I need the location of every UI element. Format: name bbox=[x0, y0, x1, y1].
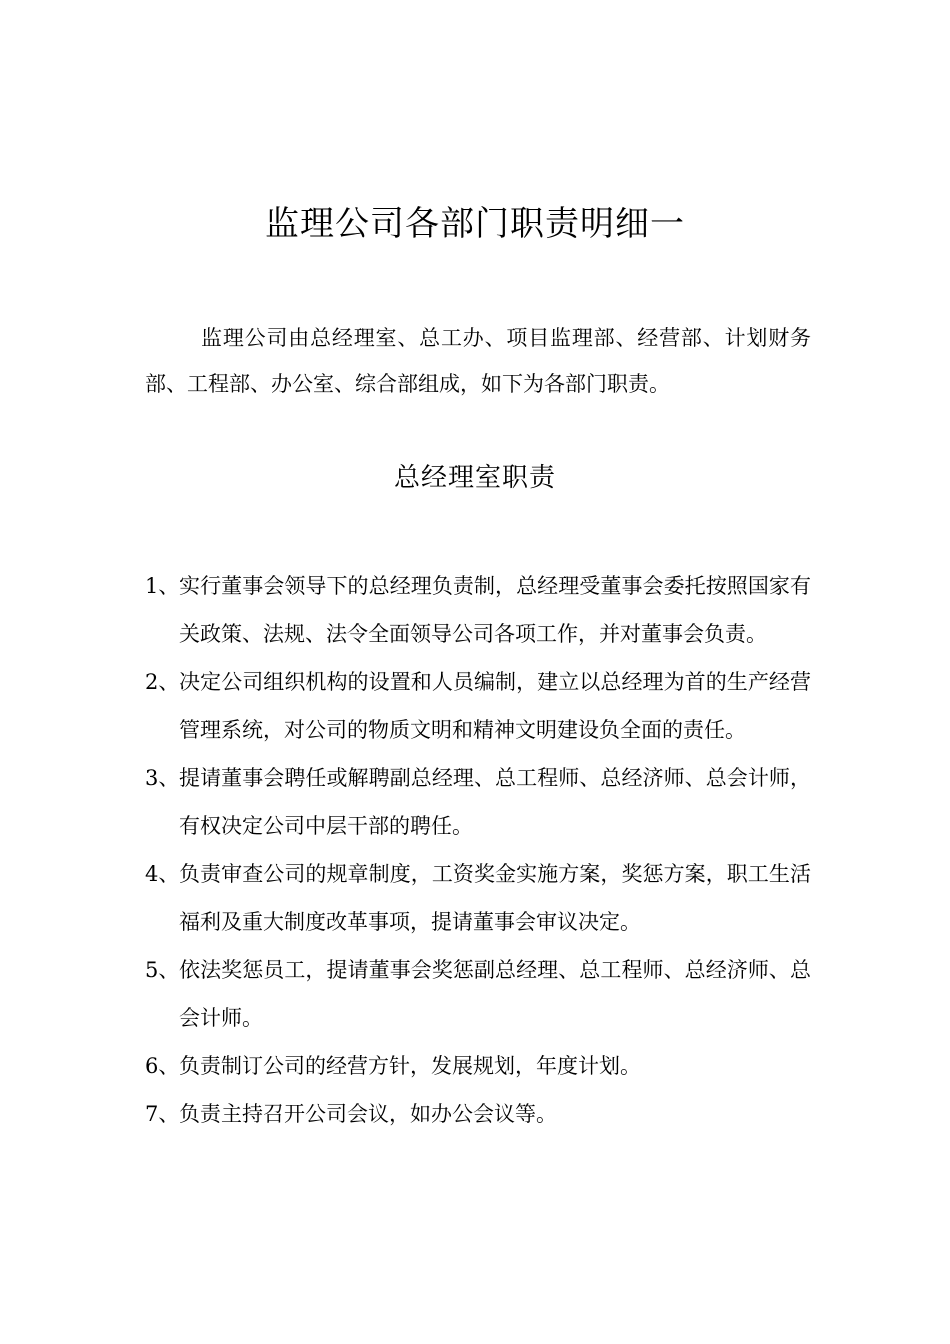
duty-number: 4、 bbox=[145, 862, 180, 886]
duty-number: 6、 bbox=[145, 1054, 180, 1078]
duty-text: 负责主持召开公司会议，如办公会议等。 bbox=[179, 1102, 557, 1126]
duty-number: 5、 bbox=[145, 958, 180, 982]
duties-list bbox=[145, 562, 811, 1138]
duty-text: 实行董事会领导下的总经理负责制，总经理受董事会委托按照国家有关政策、法规、法令全面领导公司各项工作，并对董事会负责。 bbox=[179, 574, 811, 646]
duty-text: 决定公司组织机构的设置和人员编制，建立以总经理为首的生产经营管理系统，对公司的物质文明和精神文明建设负全面的责任。 bbox=[179, 670, 811, 742]
intro-paragraph bbox=[145, 315, 811, 407]
duty-text: 依法奖惩员工，提请董事会奖惩副总经理、总工程师、总经济师、总会计师。 bbox=[179, 958, 811, 1030]
duty-item bbox=[145, 946, 811, 1042]
document-title: 监理公司各部门职责明细一 bbox=[265, 204, 685, 244]
duty-item bbox=[145, 754, 811, 850]
intro-rest-text: 、计划财务部、工程部、办公室、综合部组成，如下为各部门职责。 bbox=[145, 326, 812, 396]
intro-lead-text: 监理公司由总经理室、总工办、项目监理部、经营部 bbox=[201, 326, 703, 350]
duty-item bbox=[145, 1042, 811, 1090]
duty-text: 负责制订公司的经营方针，发展规划，年度计划。 bbox=[179, 1054, 641, 1078]
duty-item bbox=[145, 562, 811, 658]
duty-item bbox=[145, 850, 811, 946]
duty-text: 提请董事会聘任或解聘副总经理、总工程师、总经济师、总会计师，有权决定公司中层干部的聘任。 bbox=[179, 766, 811, 838]
duty-number: 7、 bbox=[145, 1102, 180, 1126]
duty-number: 3、 bbox=[145, 766, 180, 790]
duty-number: 2、 bbox=[145, 670, 180, 694]
duty-text: 负责审查公司的规章制度，工资奖金实施方案，奖惩方案，职工生活福利及重大制度改革事项，提请董事会审议决定。 bbox=[179, 862, 811, 934]
section-title: 总经理室职责 bbox=[393, 463, 556, 493]
duty-item bbox=[145, 658, 811, 754]
duty-item bbox=[145, 1090, 811, 1138]
duty-number: 1、 bbox=[145, 574, 180, 598]
